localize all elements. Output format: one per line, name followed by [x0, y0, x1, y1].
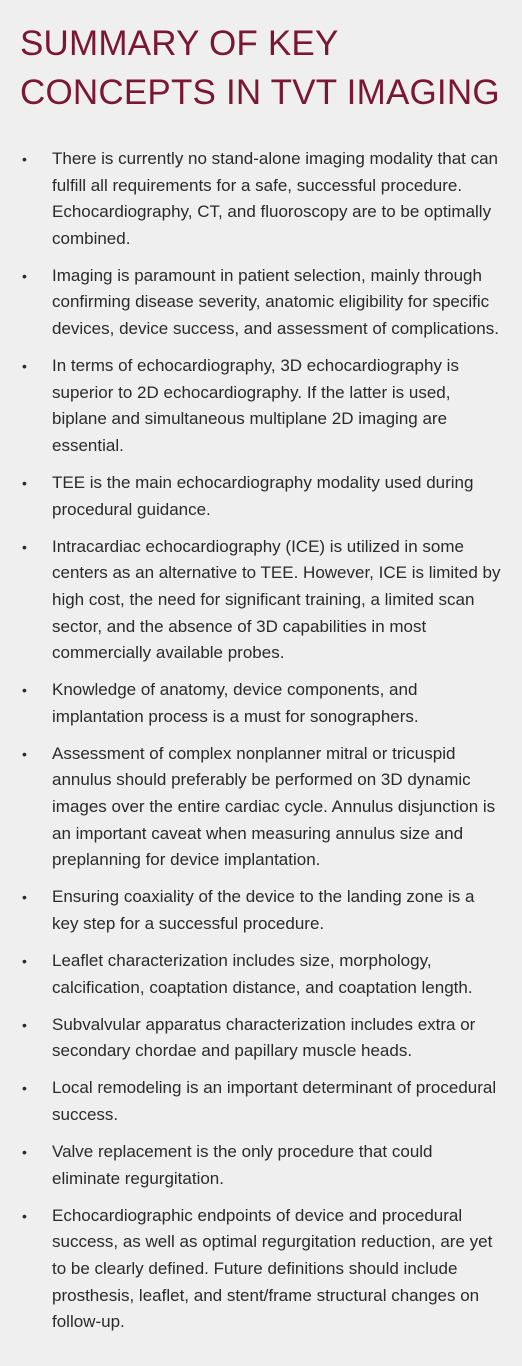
- bullet-icon: •: [22, 682, 27, 699]
- panel-title-line-2: CONCEPTS IN TVT IMAGING: [20, 73, 500, 112]
- bullet-icon: •: [22, 151, 27, 167]
- list-item: [20, 677, 502, 730]
- bullet-icon: •: [22, 538, 27, 555]
- list-item: [20, 1139, 502, 1192]
- list-item: [20, 263, 502, 343]
- bullet-icon: •: [22, 1144, 27, 1161]
- bullet-icon: •: [22, 1207, 27, 1224]
- bullet-icon: •: [22, 953, 27, 970]
- key-concepts-list: [20, 146, 502, 1336]
- list-item-text: Intracardiac echocardiography (ICE) is utilized in some centers as an alternative to TEE. However, ICE is limited by high cost, the need for significant training, a limited scan sector, and the absence of 3D capabilities in most commercially available probes.: [52, 536, 501, 663]
- list-item: [20, 534, 502, 667]
- list-item-text: Valve replacement is the only procedure that could eliminate regurgitation.: [52, 1142, 433, 1188]
- bullet-icon: •: [22, 358, 27, 375]
- list-item-text: Echocardiographic endpoints of device and procedural success, as well as optimal regurgitation reduction, are yet to be clearly defined. Future definitions should include prosthesis, leaflet, and stent/frame structural changes on follow-up.: [52, 1205, 493, 1332]
- list-item: [20, 1075, 502, 1128]
- list-item: [20, 146, 502, 252]
- list-item-text: Knowledge of anatomy, device components, and implantation process is a must for sonographers.: [52, 680, 419, 726]
- list-item: [20, 1203, 502, 1336]
- list-item-text: Leaflet characterization includes size, morphology, calcification, coaptation distance, and coaptation length.: [52, 951, 473, 997]
- list-item: [20, 470, 502, 523]
- bullet-icon: •: [22, 1080, 27, 1097]
- list-item-text: In terms of echocardiography, 3D echocardiography is superior to 2D echocardiography. If the latter is used, biplane and simultaneous multiplane 2D imaging are essential.: [52, 356, 459, 455]
- list-item-text: There is currently no stand-alone imaging modality that can fulfill all requirements for a safe, successful procedure. Echocardiography, CT, and fluoroscopy are to be optimally combined.: [52, 149, 499, 248]
- panel-title-line-1: SUMMARY OF KEY: [20, 24, 339, 63]
- list-item: [20, 1012, 502, 1065]
- panel-title: [20, 19, 502, 117]
- list-item-text: Local remodeling is an important determinant of procedural success.: [52, 1078, 497, 1124]
- list-item-text: Ensuring coaxiality of the device to the landing zone is a key step for a successful procedure.: [52, 887, 475, 933]
- bullet-icon: •: [22, 475, 27, 492]
- list-item-text: Subvalvular apparatus characterization includes extra or secondary chordae and papillary muscle heads.: [52, 1014, 476, 1061]
- list-item: [20, 884, 502, 937]
- bullet-icon: •: [22, 889, 27, 906]
- list-item: [20, 948, 502, 1001]
- list-item: [20, 741, 502, 874]
- list-item-text: Assessment of complex nonplanner mitral or tricuspid annulus should preferably be performed on 3D dynamic images over the entire cardiac cycle. Annulus disjunction is an important caveat when measuring annulus size and preplanning for device implantation.: [52, 743, 496, 870]
- bullet-icon: •: [22, 1016, 27, 1033]
- bullet-icon: •: [22, 267, 27, 284]
- list-item-text: TEE is the main echocardiography modality used during procedural guidance.: [52, 473, 474, 519]
- list-item-text: Imaging is paramount in patient selection, mainly through confirming disease severity, anatomic eligibility for specific devices, device success, and assessment of complications.: [52, 265, 499, 339]
- list-item: [20, 353, 502, 459]
- bullet-icon: •: [22, 745, 27, 762]
